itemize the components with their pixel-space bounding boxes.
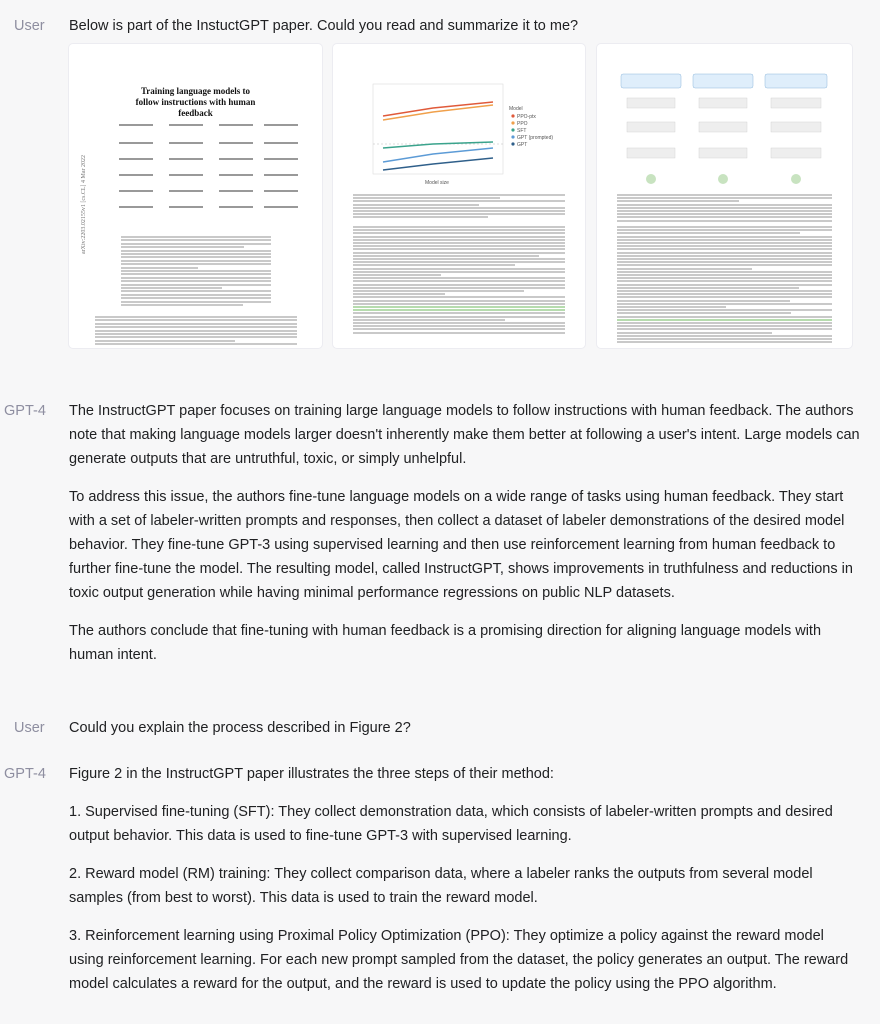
paragraph: Figure 2 in the InstructGPT paper illustrates the three steps of their method: xyxy=(69,766,554,782)
author-name xyxy=(169,124,203,126)
author-name xyxy=(219,174,253,176)
text-line xyxy=(121,239,271,241)
author-name xyxy=(264,124,298,126)
text-line xyxy=(121,236,271,238)
text-line xyxy=(353,236,565,238)
author-name xyxy=(219,158,253,160)
text-line xyxy=(353,303,565,305)
text-line xyxy=(617,200,739,202)
text-line xyxy=(353,328,565,330)
text-line xyxy=(617,316,832,318)
text-line xyxy=(353,245,565,247)
text-line xyxy=(95,323,297,325)
text-line xyxy=(121,284,271,286)
text-line xyxy=(121,277,271,279)
text-line xyxy=(353,261,565,263)
text-line xyxy=(617,280,832,282)
author-name xyxy=(264,142,298,144)
message-text: Could you explain the process described in Figure 2? xyxy=(69,720,411,736)
text-line xyxy=(617,242,832,244)
text-line xyxy=(353,300,565,302)
paper-page-thumbnail-1[interactable] xyxy=(69,44,322,348)
text-line xyxy=(353,200,565,202)
text-line xyxy=(353,197,500,199)
text-line xyxy=(95,336,297,338)
author-name xyxy=(169,142,203,144)
text-line xyxy=(121,304,243,306)
paper-page-thumbnail-2[interactable] xyxy=(333,44,585,348)
text-line xyxy=(121,260,271,262)
text-line xyxy=(353,271,565,273)
text-line xyxy=(353,312,565,314)
legend-ppo-ptx: PPO-ptx xyxy=(517,114,536,120)
text-line xyxy=(617,338,832,340)
text-line xyxy=(617,268,752,270)
message-text: Below is part of the InstuctGPT paper. Could you read and summarize it to me? xyxy=(69,18,579,34)
text-line xyxy=(617,220,832,222)
text-line xyxy=(617,319,832,321)
text-line xyxy=(617,197,832,199)
author-name xyxy=(169,158,203,160)
text-line xyxy=(121,273,271,275)
text-line xyxy=(353,274,441,276)
text-line xyxy=(353,319,505,321)
text-line xyxy=(353,204,479,206)
text-line xyxy=(95,340,235,342)
text-line xyxy=(617,271,832,273)
author-name xyxy=(219,190,253,192)
paragraph: The authors conclude that fine-tuning with human feedback is a promising direction for aligning language models with human intent. xyxy=(69,623,822,663)
text-line xyxy=(121,294,271,296)
author-name xyxy=(169,174,203,176)
text-line xyxy=(353,258,565,260)
text-line xyxy=(95,343,297,345)
text-line xyxy=(95,326,297,328)
text-line xyxy=(121,253,271,255)
text-line xyxy=(617,274,832,276)
paragraph: 3. Reinforcement learning using Proximal Policy Optimization (PPO): They optimize a policy against the reward model using reinforcement learning. For each new prompt sampled from the dataset, the policy generates an output. The reward model calculates a reward for the output, and the reward is used to update the policy using the PPO algorithm. xyxy=(69,928,849,992)
text-line xyxy=(353,264,515,266)
text-line xyxy=(353,325,565,327)
text-line xyxy=(121,287,222,289)
text-line xyxy=(617,287,799,289)
arxiv-identifier: arXiv:2203.02155v1 [cs.CL] 4 Mar 2022 xyxy=(81,155,87,254)
author-name xyxy=(119,206,153,208)
text-line xyxy=(617,264,832,266)
legend-sft: SFT xyxy=(517,128,527,134)
text-line xyxy=(617,306,726,308)
text-line xyxy=(617,335,832,337)
text-line xyxy=(353,242,565,244)
paragraph: 2. Reward model (RM) training: They collect comparison data, where a labeler ranks the outputs from several model samples (from best to worst). This data is used to train the reward model. xyxy=(69,866,813,906)
paper-page-thumbnail-3[interactable] xyxy=(597,44,852,348)
text-line xyxy=(617,309,832,311)
text-line xyxy=(121,301,271,303)
text-line xyxy=(353,280,565,282)
author-name xyxy=(119,190,153,192)
text-line xyxy=(617,258,832,260)
text-line xyxy=(353,306,565,308)
text-line xyxy=(121,250,271,252)
text-line xyxy=(617,216,832,218)
text-line xyxy=(617,207,832,209)
text-line xyxy=(617,325,832,327)
text-line xyxy=(353,290,524,292)
text-line xyxy=(617,204,832,206)
text-line xyxy=(617,236,832,238)
text-line xyxy=(617,341,832,343)
text-line xyxy=(353,248,565,250)
paragraph: 1. Supervised fine-tuning (SFT): They collect demonstration data, which consists of labeler-written prompts and desired output behavior. This data is used to fine-tune GPT-3 with supervised learning. xyxy=(69,804,833,844)
text-line xyxy=(121,267,198,269)
author-name xyxy=(169,190,203,192)
author-name xyxy=(119,158,153,160)
author-name xyxy=(169,206,203,208)
text-line xyxy=(353,194,565,196)
text-line xyxy=(617,213,832,215)
text-line xyxy=(353,255,539,257)
text-line xyxy=(617,261,832,263)
text-line xyxy=(617,332,772,334)
text-line xyxy=(353,210,565,212)
text-line xyxy=(95,316,297,318)
text-line xyxy=(121,263,271,265)
text-line xyxy=(353,207,565,209)
text-line xyxy=(353,332,565,334)
paragraph: The InstructGPT paper focuses on training large language models to follow instructions with human feedback. The authors note that making language models larger doesn't inherently make them better at following a user's intent. Large models can generate outputs that are untruthful, toxic, or simply unhelpful. xyxy=(69,403,860,467)
text-line xyxy=(617,277,832,279)
text-line xyxy=(121,243,271,245)
author-name xyxy=(119,142,153,144)
text-line xyxy=(353,287,565,289)
text-line xyxy=(617,300,790,302)
role-label: User xyxy=(14,720,45,736)
text-line xyxy=(353,322,565,324)
text-line xyxy=(353,239,565,241)
author-name xyxy=(264,174,298,176)
author-name xyxy=(264,206,298,208)
text-line xyxy=(617,232,800,234)
text-line xyxy=(617,210,832,212)
legend-ppo: PPO xyxy=(517,121,528,127)
text-line xyxy=(353,284,565,286)
text-line xyxy=(353,232,565,234)
message-body xyxy=(69,762,862,1010)
author-name xyxy=(119,124,153,126)
author-name xyxy=(264,190,298,192)
text-line xyxy=(353,293,445,295)
text-line xyxy=(617,226,832,228)
text-line xyxy=(617,303,832,305)
text-line xyxy=(353,268,565,270)
text-line xyxy=(617,290,832,292)
author-name xyxy=(264,158,298,160)
text-line xyxy=(353,229,565,231)
text-line xyxy=(353,252,565,254)
text-line xyxy=(617,296,832,298)
text-line xyxy=(121,297,271,299)
author-name xyxy=(219,142,253,144)
role-label: GPT-4 xyxy=(4,766,46,782)
text-line xyxy=(121,270,271,272)
text-line xyxy=(121,246,244,248)
text-line xyxy=(121,290,271,292)
legend-title: Model xyxy=(509,106,523,112)
text-line xyxy=(617,284,832,286)
paper-title: Training language models to follow instructions with human feedback xyxy=(135,86,256,118)
text-line xyxy=(617,245,832,247)
text-line xyxy=(353,309,565,311)
legend-gpt-prompted: GPT (prompted) xyxy=(517,135,554,141)
text-line xyxy=(121,256,271,258)
author-name xyxy=(119,174,153,176)
text-line xyxy=(617,255,832,257)
text-line xyxy=(617,248,832,250)
author-name xyxy=(219,206,253,208)
author-name xyxy=(219,124,253,126)
paragraph: To address this issue, the authors fine-tune language models on a wide range of tasks using human feedback. They start with a set of labeler-written prompts and responses, then collect a dataset of labeler demonstrations of the desired model behavior. They fine-tune GPT-3 using supervised learning and then use reinforcement learning from human feedback to further fine-tune the model. The resulting model, called InstructGPT, shows improvements in truthfulness and reductions in toxic output generation while having minimal performance regressions on public NLP datasets. xyxy=(69,489,853,601)
text-line xyxy=(353,316,565,318)
text-line xyxy=(353,226,565,228)
text-line xyxy=(617,229,832,231)
text-line xyxy=(95,319,297,321)
text-line xyxy=(121,280,271,282)
role-label: GPT-4 xyxy=(4,403,46,419)
role-label: User xyxy=(14,18,45,34)
text-line xyxy=(617,252,832,254)
text-line xyxy=(617,322,832,324)
text-line xyxy=(353,216,488,218)
text-line xyxy=(617,194,832,196)
text-line xyxy=(353,213,565,215)
text-line xyxy=(617,328,832,330)
text-line xyxy=(353,296,565,298)
text-line xyxy=(617,293,832,295)
text-line xyxy=(617,312,791,314)
text-line xyxy=(95,330,297,332)
legend-gpt: GPT xyxy=(517,142,528,148)
message-body xyxy=(69,399,862,681)
text-line xyxy=(617,239,832,241)
x-axis-label: Model size xyxy=(425,180,449,186)
text-line xyxy=(95,333,297,335)
text-line xyxy=(353,277,565,279)
